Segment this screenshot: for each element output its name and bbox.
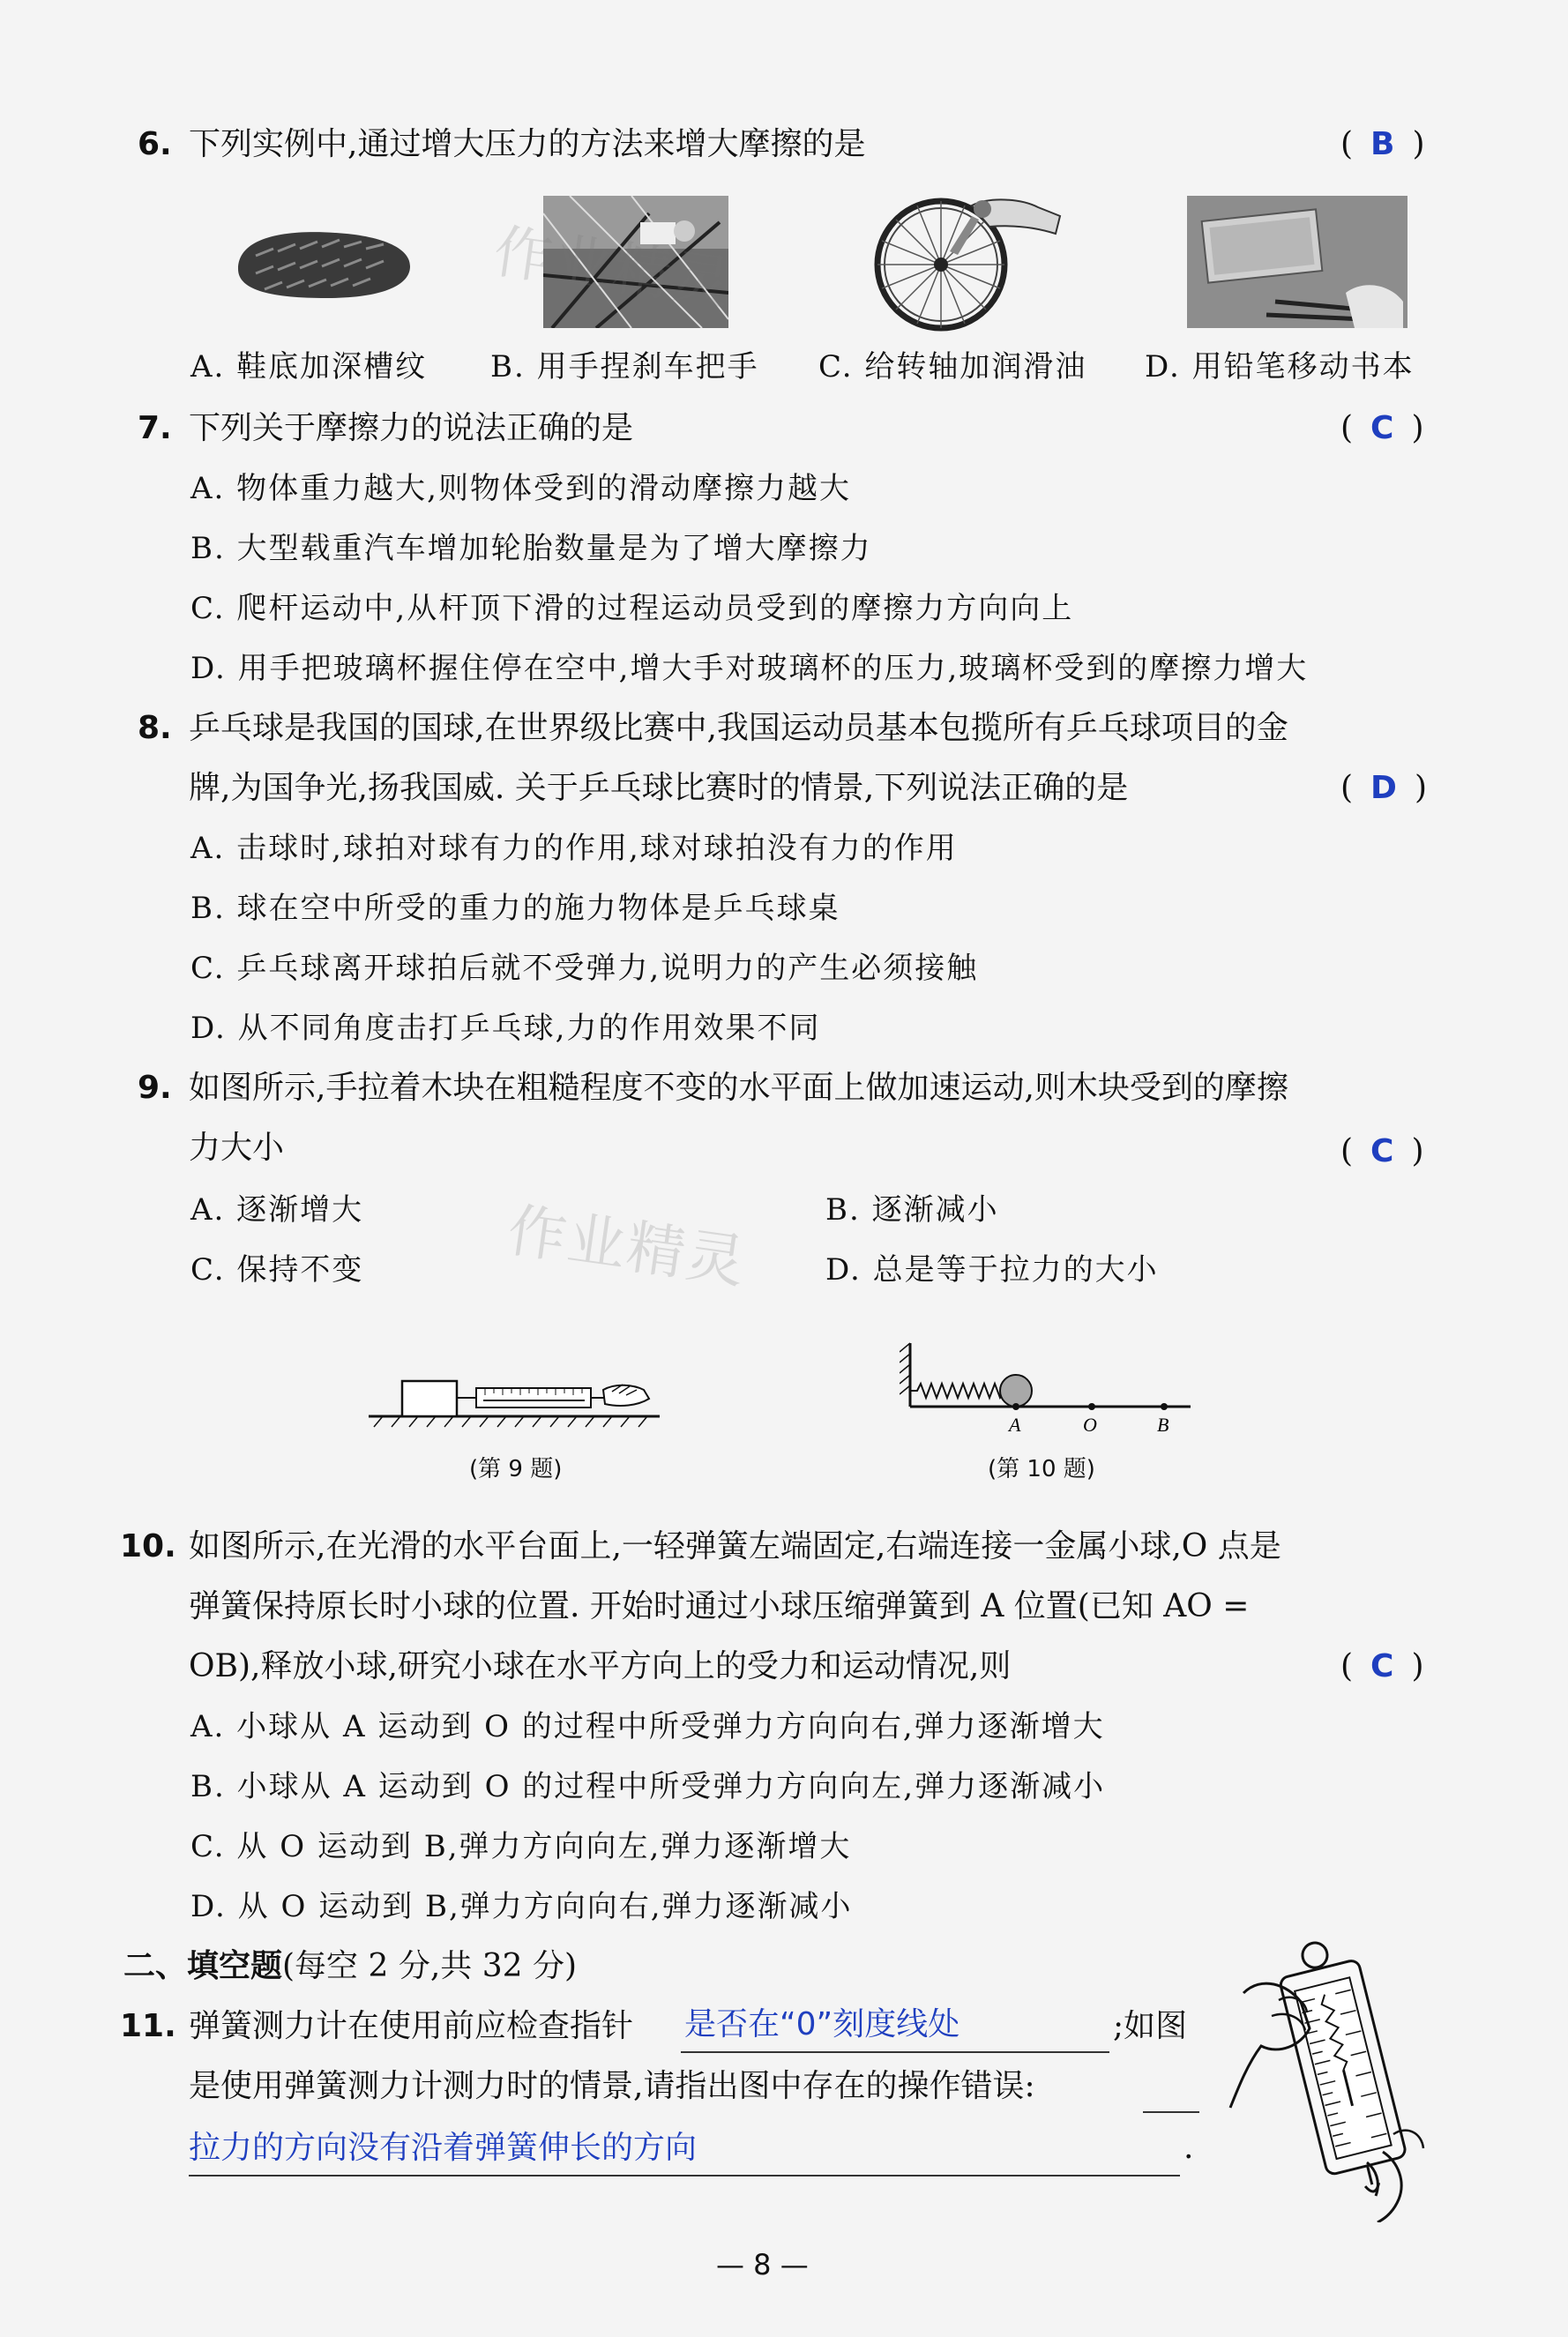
q10-option-a: A. 小球从 A 运动到 O 的过程中所受弹力方向向右,弹力逐渐增大	[190, 1709, 1105, 1744]
q9-stem-line1: 如图所示,手拉着木块在粗糙程度不变的水平面上做加速运动,则木块受到的摩擦	[189, 1070, 1288, 1106]
q10-number: 10.	[120, 1528, 176, 1564]
q10-stem-line3: OB),释放小球,研究小球在水平方向上的受力和运动情况,则	[189, 1648, 1012, 1684]
shoe-sole-image	[229, 220, 414, 309]
watermark: 作业精灵	[489, 217, 737, 318]
q8-answer: ( D )	[1340, 770, 1427, 806]
figure-9-caption: (第 9 题)	[469, 1456, 563, 1482]
q8-option-c: C. 乒乓球离开球拍后就不受弹力,说明力的产生必须接触	[190, 951, 979, 986]
q6-option-c: C. 给转轴加润滑油	[818, 349, 1087, 385]
wheel-oiling-image	[866, 190, 1069, 335]
q11-text1: 弹簧测力计在使用前应检查指针	[189, 2008, 634, 2044]
q10-option-d: D. 从 O 运动到 B,弹力方向向右,弹力逐渐减小	[190, 1889, 853, 1924]
q11-text3-end: .	[1183, 2130, 1194, 2166]
q7-option-d: D. 用手把玻璃杯握住停在空中,增大手对玻璃杯的压力,玻璃杯受到的摩擦力增大	[190, 651, 1309, 686]
q7-option-a: A. 物体重力越大,则物体受到的滑动摩擦力越大	[190, 471, 851, 506]
q10-answer: ( C )	[1340, 1648, 1424, 1684]
figure-10-spring-ball	[900, 1336, 1199, 1442]
section-fill-in-blank	[123, 1945, 577, 1988]
q11-answer-2: 拉力的方向没有沿着弹簧伸长的方向	[189, 2130, 698, 2166]
q10-stem-line1: 如图所示,在光滑的水平台面上,一轻弹簧左端固定,右端连接一金属小球,O 点是	[189, 1528, 1281, 1564]
q9-option-c: C. 保持不变	[190, 1252, 364, 1288]
q8-number: 8.	[138, 710, 172, 746]
q7-answer: ( C )	[1340, 410, 1424, 446]
q7-option-c: C. 爬杆运动中,从杆顶下滑的过程运动员受到的摩擦力方向向上	[190, 591, 1074, 626]
q9-option-d: D. 总是等于拉力的大小	[825, 1252, 1159, 1288]
q7-option-b: B. 大型载重汽车增加轮胎数量是为了增大摩擦力	[190, 531, 872, 566]
q7-number: 7.	[138, 410, 172, 446]
q11-answer-1: 是否在“0”刻度线处	[684, 2006, 960, 2042]
watermark: 作业精灵	[504, 1196, 751, 1297]
q6-answer-value: B	[1370, 126, 1395, 162]
q8-stem-line2: 牌,为国争光,扬我国威. 关于乒乓球比赛时的情景,下列说法正确的是	[189, 770, 1129, 806]
q9-option-b: B. 逐渐减小	[825, 1192, 999, 1228]
q8-option-d: D. 从不同角度击打乒乓球,力的作用效果不同	[190, 1011, 821, 1046]
q9-number: 9.	[138, 1070, 172, 1106]
q6-option-a: A. 鞋底加深槽纹	[190, 349, 428, 385]
q11-text1-end: ;如图	[1113, 2008, 1188, 2044]
q8-answer-value: D	[1370, 770, 1397, 806]
fig10-label-b: B	[1157, 1414, 1169, 1436]
section-title: 二、填空题	[123, 1948, 283, 1984]
q9-answer: ( C )	[1340, 1133, 1424, 1169]
q6-stem: 下列实例中,通过增大压力的方法来增大摩擦的是	[189, 126, 866, 162]
q10-option-c: C. 从 O 运动到 B,弹力方向向左,弹力逐渐增大	[190, 1829, 852, 1864]
figure-9-block-and-spring-scale	[369, 1358, 668, 1429]
q11-number: 11.	[120, 2008, 176, 2044]
q11-text2: 是使用弹簧测力计测力时的情景,请指出图中存在的操作错误:	[189, 2068, 1035, 2104]
figure-10-caption: (第 10 题)	[988, 1456, 1095, 1482]
q10-stem-line2: 弹簧保持原长时小球的位置. 开始时通过小球压缩弹簧到 A 位置(已知 AO =	[189, 1588, 1250, 1624]
q8-option-a: A. 击球时,球拍对球有力的作用,球对球拍没有力的作用	[190, 831, 958, 866]
q11-spring-scale-hand-figure	[1226, 1931, 1455, 2222]
q8-option-b: B. 球在空中所受的重力的施力物体是乒乓球桌	[190, 891, 840, 926]
q9-stem-line2: 力大小	[189, 1130, 285, 1166]
q6-answer: ( B )	[1340, 126, 1425, 162]
q7-answer-value: C	[1370, 410, 1394, 446]
q10-answer-value: C	[1370, 1648, 1394, 1684]
page-number: — 8 —	[716, 2248, 809, 2281]
fig10-label-o: O	[1083, 1414, 1097, 1436]
q6-option-b: B. 用手捏刹车把手	[490, 349, 759, 385]
q10-option-b: B. 小球从 A 运动到 O 的过程中所受弹力方向向左,弹力逐渐减小	[190, 1769, 1106, 1804]
pencil-book-image	[1187, 196, 1407, 328]
q9-option-a: A. 逐渐增大	[190, 1192, 364, 1228]
q7-stem: 下列关于摩擦力的说法正确的是	[189, 410, 634, 446]
q11-blank-2-start	[1143, 2071, 1199, 2113]
section-note: (每空 2 分,共 32 分)	[282, 1948, 578, 1984]
q6-option-d: D. 用铅笔移动书本	[1145, 349, 1415, 385]
q8-stem-line1: 乒乓球是我国的国球,在世界级比赛中,我国运动员基本包揽所有乒乓球项目的金	[189, 710, 1288, 746]
q9-answer-value: C	[1370, 1133, 1394, 1169]
q6-number: 6.	[138, 126, 172, 162]
fig10-label-a: A	[1009, 1414, 1021, 1436]
